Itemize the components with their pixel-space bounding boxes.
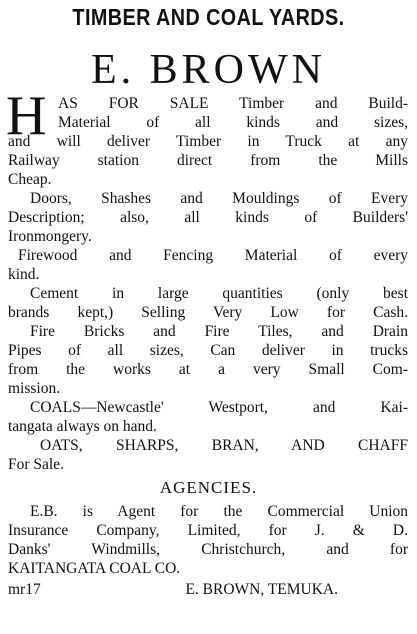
body-line: Material of all kinds and sizes,: [58, 114, 408, 131]
body-line: Doors, Shashes and Mouldings of Every: [30, 190, 408, 207]
body-line: Cement in large quantities (only best: [30, 285, 408, 302]
body-line: and will deliver Timber in Truck at any: [8, 133, 408, 150]
body-line: Fire Bricks and Fire Tiles, and Drain: [30, 323, 408, 340]
body-line: Description; also, all kinds of Builders': [8, 209, 408, 226]
body-line: Railway station direct from the Mills: [8, 152, 408, 169]
body-line: OATS, SHARPS, BRAN, AND CHAFF: [40, 437, 408, 454]
body-line: For Sale.: [8, 456, 64, 473]
body-line: brands kept,) Selling Very Low for Cash.: [8, 304, 408, 321]
body-line: Firewood and Fencing Material of every: [18, 247, 408, 264]
body-line: from the works at a very Small Com-: [8, 361, 408, 378]
agency-line: Danks' Windmills, Christchurch, and for: [8, 541, 408, 558]
body-line: mission.: [8, 380, 61, 397]
body-line: AS FOR SALE Timber and Build-: [58, 95, 408, 112]
footer-signature: E. BROWN, TEMUKA.: [185, 581, 338, 598]
body-line: kind.: [8, 266, 40, 283]
agencies-heading: AGENCIES.: [159, 478, 258, 497]
body-line: Cheap.: [8, 171, 52, 188]
advertiser-name: E. BROWN: [91, 47, 326, 93]
body-line: Ironmongery.: [8, 228, 92, 245]
agency-line: E.B. is Agent for the Commercial Union: [30, 503, 408, 520]
body-line: tangata always on hand.: [8, 418, 157, 435]
ad-title: TIMBER AND COAL YARDS.: [72, 4, 345, 30]
agency-line: Insurance Company, Limited, for J. & D.: [8, 522, 408, 539]
body-line: COALS—Newcastle' Westport, and Kai-: [30, 399, 408, 416]
agency-line: KAITANGATA COAL CO.: [8, 560, 181, 577]
drop-cap: H: [6, 85, 47, 147]
ad-footer: [8, 581, 408, 598]
body-line: Pipes of all sizes, Can deliver in trucks: [8, 342, 408, 359]
insertion-code: mr17: [8, 581, 41, 598]
